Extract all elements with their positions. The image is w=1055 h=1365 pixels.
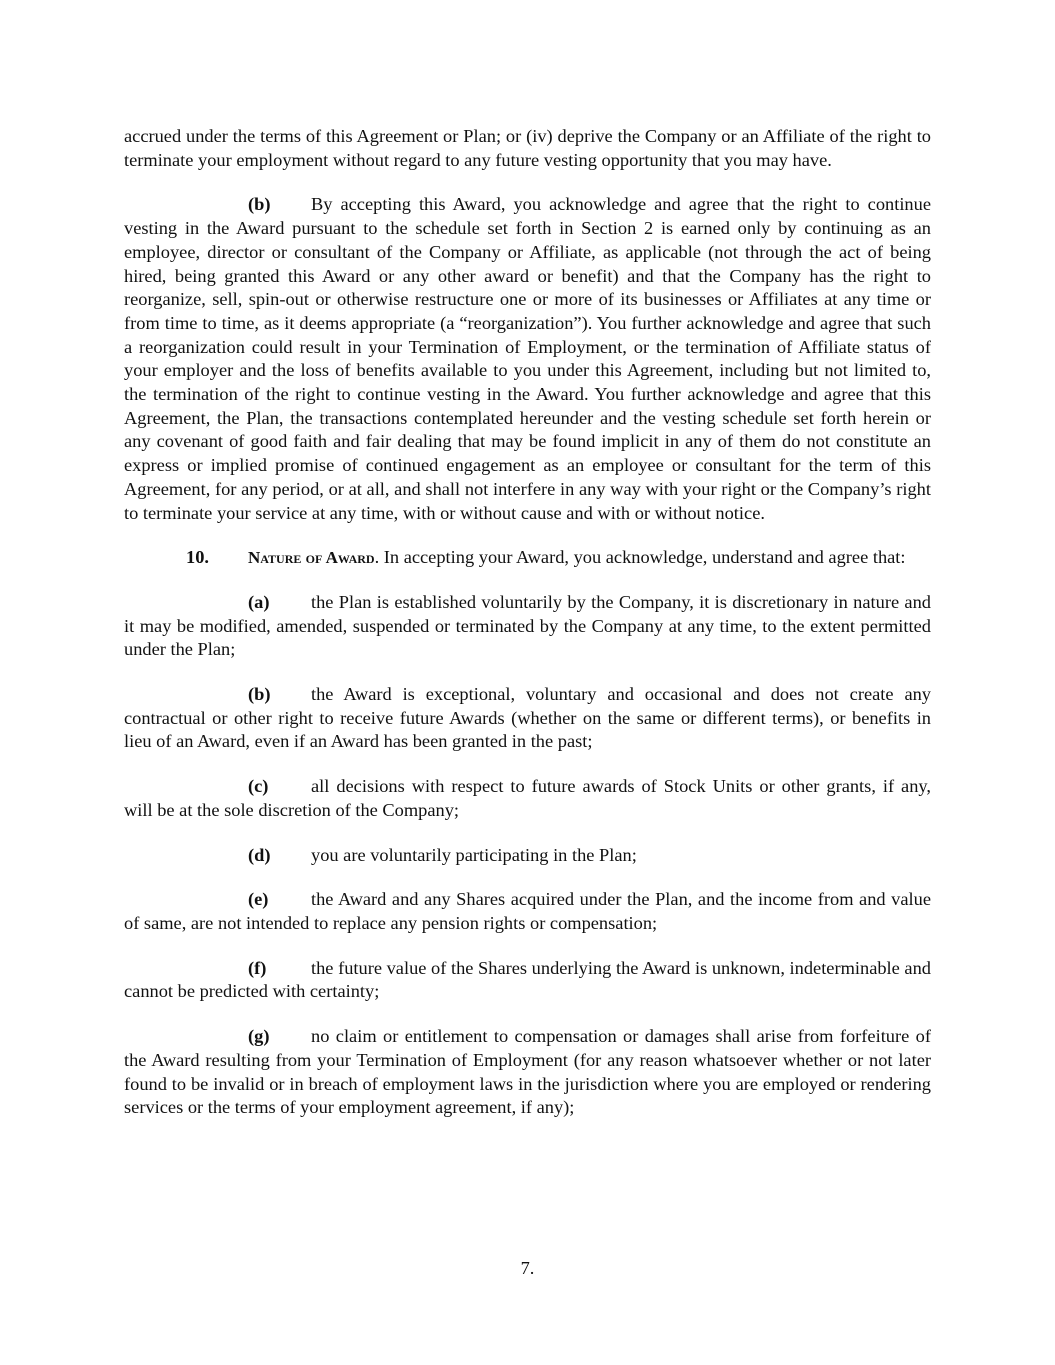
paragraph-text: By accepting this Award, you acknowledge and agree that the right to continue vesting in the Award pursuant to the schedule set forth in Section 2 is earned only by continuing as an employee, director or consultant of the Company or Affiliate, as applicable (not through the act of being hired, being granted this Award or any other award or benefit) and that the Company has the right to reorganize, sell, spin-out or otherwise restructure one or more of its businesses or Affiliates at any time or from time to time, as it deems appropriate (a “reorganization”). You further acknowledge and agree that such a reorganization could result in your Termination of Employment, or the termination of Affiliate status of your employer and the loss of benefits available to you under this Agreement, including but not limited to, the termination of the right to continue vesting in the Award. You further acknowledge and agree that this Agreement, the Plan, the transactions contemplated hereunder and the vesting schedule set forth herein or any covenant of good faith and fair dealing that may be found implicit in any of them do not constitute an express or implied promise of continued engagement as an employee or consultant for the term of this Agreement, for any period, or at all, and shall not interfere in any way with your right or the Company’s right to terminate your service at any time, with or without cause and with or without notice. <box>124 194 931 523</box>
clause-text: no claim or entitlement to compensation or damages shall arise from forfeiture of the Award resulting from your Termination of Employment (for any reason whatsoever whether or not later found to be invalid or in breach of employment laws in the jurisdiction where you are employed or rendering services or the terms of your employment agreement, if any); <box>124 1026 931 1118</box>
section-title: Nature of Award <box>248 548 375 568</box>
clause-g <box>124 1025 931 1120</box>
clause-text: the Award and any Shares acquired under the Plan, and the income from and value of same, are not intended to replace any pension rights or compensation; <box>124 889 931 933</box>
clause-label: (d) <box>248 844 271 865</box>
clause-f <box>124 957 931 1004</box>
clause-text: the Plan is established voluntarily by the Company, it is discretionary in nature and it may be modified, amended, suspended or terminated by the Company at any time, to the extent permitted under the Plan; <box>124 591 931 660</box>
paragraph-continuation: accrued under the terms of this Agreement or Plan; or (iv) deprive the Company or an Affiliate of the right to terminate your employment without regard to any future vesting opportunity that you may have. <box>124 126 931 170</box>
document-page <box>124 125 931 1120</box>
clause-a <box>124 591 931 662</box>
page-number: 7. <box>520 1258 535 1278</box>
clause-b <box>124 683 931 754</box>
section-number: 10. <box>186 547 209 568</box>
clause-label: (b) <box>248 684 271 705</box>
clause-label: (a) <box>248 591 270 612</box>
clause-label: (e) <box>248 889 269 910</box>
clause-e <box>124 888 931 935</box>
clause-text: the Award is exceptional, voluntary and occasional and does not create any contractual or other right to receive future Awards (whether on the same or different terms), or benefits in lieu of an Award, even if an Award has been granted in the past; <box>124 684 931 752</box>
clause-text: the future value of the Shares underlying the Award is unknown, indeterminable and cannot be predicted with certainty; <box>124 957 931 1002</box>
paragraph-9b <box>124 193 931 525</box>
clause-label: (c) <box>248 776 269 797</box>
clause-label: (f) <box>248 957 267 978</box>
clause-text: you are voluntarily participating in the Plan; <box>311 844 637 865</box>
clause-d <box>124 844 931 868</box>
clause-label: (g) <box>248 1026 270 1047</box>
section-10-heading <box>124 546 931 570</box>
clause-text: all decisions with respect to future awards of Stock Units or other grants, if any, will be at the sole discretion of the Company; <box>124 776 931 820</box>
paragraph-label: (b) <box>248 194 271 215</box>
section-intro-text: . In accepting your Award, you acknowledge, understand and agree that: <box>374 547 906 568</box>
clause-c <box>124 775 931 822</box>
